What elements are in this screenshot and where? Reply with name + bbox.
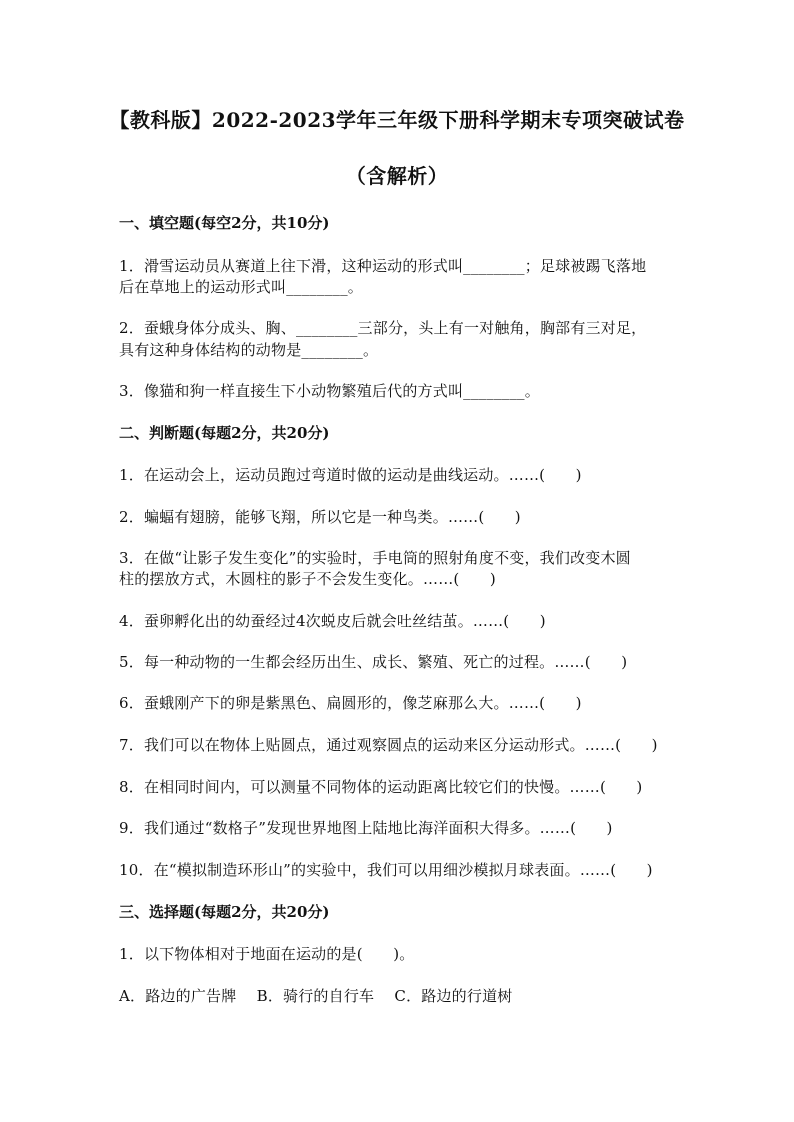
question-line: 2．蝙蝠有翅膀，能够飞翔，所以它是一种鸟类。……( ) <box>119 508 521 526</box>
question-line: 5．每一种动物的一生都会经历出生、成长、繁殖、死亡的过程。……( ) <box>119 653 628 671</box>
question-line: 6．蚕蛾刚产下的卵是紫黑色、扁圆形的，像芝麻那么大。……( ) <box>119 694 582 712</box>
question-line: 4．蚕卵孵化出的幼蚕经过4次蜕皮后就会吐丝结茧。……( ) <box>119 612 546 630</box>
question-line: 柱的摆放方式，木圆柱的影子不会发生变化。……( ) <box>119 570 496 588</box>
question-line: 后在草地上的运动形式叫________。 <box>119 278 364 296</box>
question-line: 1．以下物体相对于地面在运动的是( )。 <box>119 945 415 963</box>
question-line: 1．滑雪运动员从赛道上往下滑，这种运动的形式叫________；足球被踢飞落地 <box>119 257 647 275</box>
question-line: 3．在做“让影子发生变化”的实验时，手电筒的照射角度不变，我们改变木圆 <box>119 549 631 567</box>
question-line: 10．在“模拟制造环形山”的实验中，我们可以用细沙模拟月球表面。……( ) <box>119 861 653 879</box>
question-line: 1．在运动会上，运动员跑过弯道时做的运动是曲线运动。……( ) <box>119 466 582 484</box>
question-line: 具有这种身体结构的动物是________。 <box>119 341 379 359</box>
section-heading-judge: 二、判断题(每题2分，共20分) <box>119 424 330 442</box>
question-line: 2．蚕蛾身体分成头、胸、________三部分，头上有一对触角，胸部有三对足， <box>119 319 647 337</box>
section-heading-choice: 三、选择题(每题2分，共20分) <box>119 903 330 921</box>
answer-options: A．路边的广告牌 B．骑行的自行车 C．路边的行道树 <box>119 987 513 1005</box>
question-line: 3．像猫和狗一样直接生下小动物繁殖后代的方式叫________。 <box>119 382 540 400</box>
question-line: 8．在相同时间内，可以测量不同物体的运动距离比较它们的快慢。……( ) <box>119 778 643 796</box>
section-heading-fill: 一、填空题(每空2分，共10分) <box>119 214 330 232</box>
exam-title: 【教科版】2022-2023学年三年级下册科学期末专项突破试卷 <box>109 108 685 132</box>
question-line: 7．我们可以在物体上贴圆点，通过观察圆点的运动来区分运动形式。……( ) <box>119 736 658 754</box>
question-line: 9．我们通过“数格子”发现世界地图上陆地比海洋面积大得多。……( ) <box>119 819 613 837</box>
exam-subtitle: （含解析） <box>345 164 449 188</box>
